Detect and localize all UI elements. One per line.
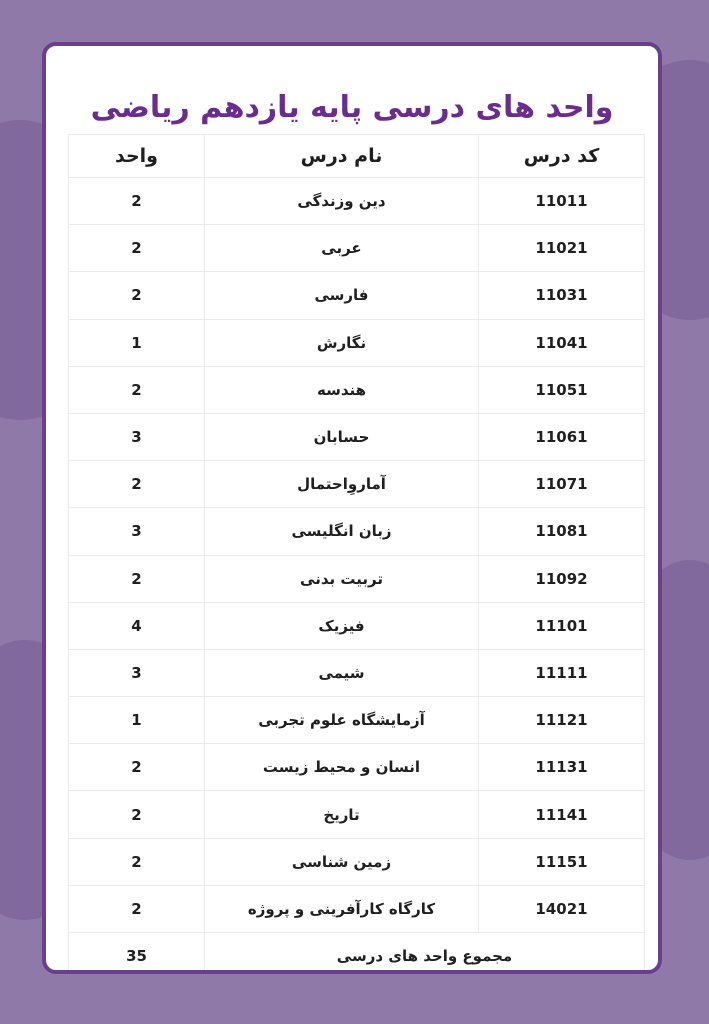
table-row (69, 885, 645, 932)
course-name: فیزیک (205, 602, 479, 649)
course-units: 2 (69, 744, 205, 791)
course-name: انسان و محیط زیست (205, 744, 479, 791)
course-code: 11101 (479, 602, 645, 649)
course-code: 14021 (479, 885, 645, 932)
table-row (69, 225, 645, 272)
course-code: 11051 (479, 366, 645, 413)
card-tab (124, 42, 290, 50)
header-units: واحد (69, 135, 205, 178)
total-label: مجموع واحد های درسی (205, 933, 645, 975)
course-name: زبان انگلیسی (205, 508, 479, 555)
course-code: 11071 (479, 461, 645, 508)
table-row (69, 649, 645, 696)
table-row (69, 508, 645, 555)
course-units: 2 (69, 225, 205, 272)
course-name: عربی (205, 225, 479, 272)
course-code: 11121 (479, 697, 645, 744)
content-card (42, 42, 662, 974)
course-name: نگارش (205, 319, 479, 366)
course-units: 1 (69, 697, 205, 744)
course-code: 11031 (479, 272, 645, 319)
course-name: حسابان (205, 413, 479, 460)
course-code: 11011 (479, 178, 645, 225)
table-row (69, 413, 645, 460)
header-name: نام درس (205, 135, 479, 178)
course-name: فارسی (205, 272, 479, 319)
course-code: 11041 (479, 319, 645, 366)
table-row (69, 555, 645, 602)
course-units: 2 (69, 366, 205, 413)
course-units: 2 (69, 885, 205, 932)
course-code: 11092 (479, 555, 645, 602)
course-name: کارگاه کارآفرینی و پروژه (205, 885, 479, 932)
table-row (69, 602, 645, 649)
table-row (69, 366, 645, 413)
course-code: 11151 (479, 838, 645, 885)
table-row (69, 744, 645, 791)
course-name: تربیت بدنی (205, 555, 479, 602)
page-title: واحد های درسی پایه یازدهم ریاضی (90, 90, 614, 125)
course-code: 11131 (479, 744, 645, 791)
course-code: 11061 (479, 413, 645, 460)
course-name: تاریخ (205, 791, 479, 838)
course-units: 4 (69, 602, 205, 649)
course-name: آماروِاحتمال (205, 461, 479, 508)
total-units: 35 (69, 933, 205, 975)
course-units: 3 (69, 413, 205, 460)
table-row (69, 697, 645, 744)
course-units: 2 (69, 838, 205, 885)
course-name: شیمی (205, 649, 479, 696)
course-code: 11111 (479, 649, 645, 696)
table-header-row (69, 135, 645, 178)
total-row (69, 933, 645, 975)
course-name: آزمایشگاه علوم تجربی (205, 697, 479, 744)
table-row (69, 838, 645, 885)
header-code: کد درس (479, 135, 645, 178)
course-name: زمین شناسی (205, 838, 479, 885)
table-row (69, 319, 645, 366)
course-units-table (68, 134, 645, 974)
course-code: 11081 (479, 508, 645, 555)
course-units: 3 (69, 508, 205, 555)
table-row (69, 272, 645, 319)
course-code: 11141 (479, 791, 645, 838)
course-units: 2 (69, 178, 205, 225)
course-units: 2 (69, 555, 205, 602)
course-units: 2 (69, 791, 205, 838)
table-row (69, 791, 645, 838)
table-row (69, 461, 645, 508)
table-row (69, 178, 645, 225)
course-code: 11021 (479, 225, 645, 272)
course-units: 2 (69, 272, 205, 319)
course-units: 2 (69, 461, 205, 508)
course-units: 3 (69, 649, 205, 696)
course-name: دین وزندگی (205, 178, 479, 225)
course-name: هندسه (205, 366, 479, 413)
course-units: 1 (69, 319, 205, 366)
